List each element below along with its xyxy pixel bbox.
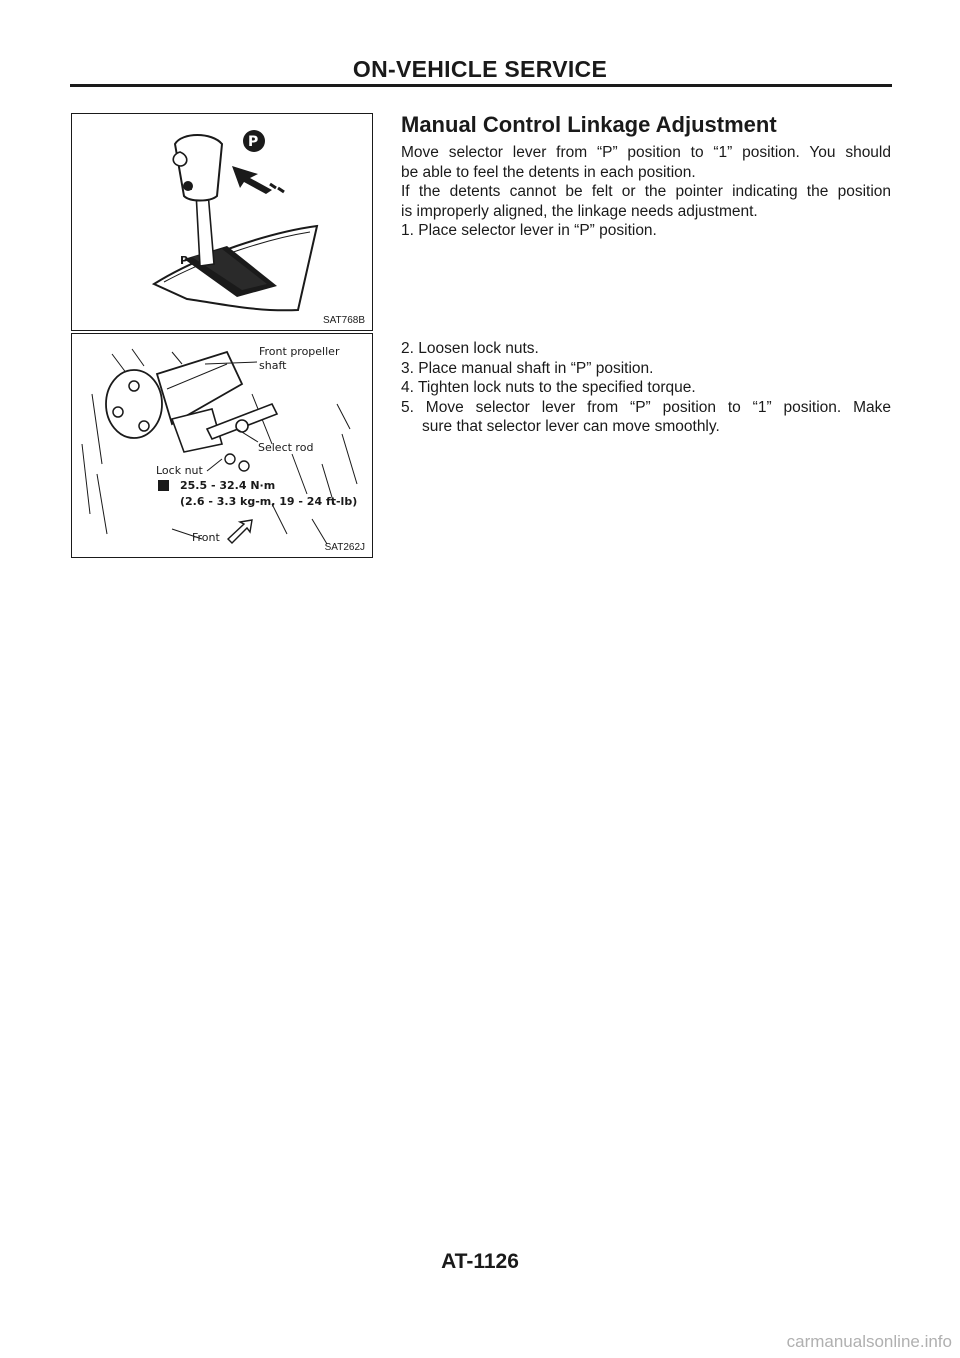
figure-linkage [71,333,373,558]
figure-code: SAT768B [322,315,365,326]
p-marker-label: P [248,134,259,150]
intro-line: If the detents cannot be felt or the pointer indicating the position [401,183,891,200]
step-item: 2. Loosen lock nuts. [401,340,539,357]
label-shaft: shaft [259,359,287,372]
label-front-propeller: Front propeller [259,345,340,358]
intro-line: be able to feel the detents in each position. [401,163,696,181]
page-header-title: ON-VEHICLE SERVICE [352,56,608,82]
gate-letter-label: P [180,254,189,267]
direction-arrow-icon [232,166,272,194]
step-item: 1. Place selector lever in “P” position. [401,222,657,239]
label-front: Front [192,531,220,544]
figure-selector-lever [71,113,373,331]
intro-line: Move selector lever from “P” position to “1” position. You should [401,144,891,161]
intro-text-block [401,143,891,241]
watermark: carmanualsonline.info [786,1332,952,1351]
step-item: 4. Tighten lock nuts to the specified torque. [401,379,696,396]
page-number: AT-1126 [441,1250,519,1273]
torque-nm-value: 25.5 - 32.4 N·m [180,479,276,492]
selector-lever-illustration [72,114,372,330]
step-item: 5. Move selector lever from “P” position to “1” position. Make [401,398,891,416]
label-lock-nut: Lock nut [156,464,203,477]
step-item: 3. Place manual shaft in “P” position. [401,359,654,377]
torque-wrench-icon [158,480,169,491]
label-select-rod: Select rod [258,441,314,454]
torque-alt-value: (2.6 - 3.3 kg-m, 19 - 24 ft-lb) [180,495,358,508]
position-mark-label: 1 [185,180,193,193]
figure-code: SAT262J [324,542,365,553]
front-arrow-icon [228,520,252,543]
header-rule [70,84,892,87]
intro-line: is improperly aligned, the linkage needs adjustment. [401,202,758,220]
steps-text-block [401,339,891,437]
step-item-continuation: sure that selector lever can move smoothly. [422,418,720,435]
section-title: Manual Control Linkage Adjustment [401,112,777,137]
linkage-illustration [72,334,372,557]
